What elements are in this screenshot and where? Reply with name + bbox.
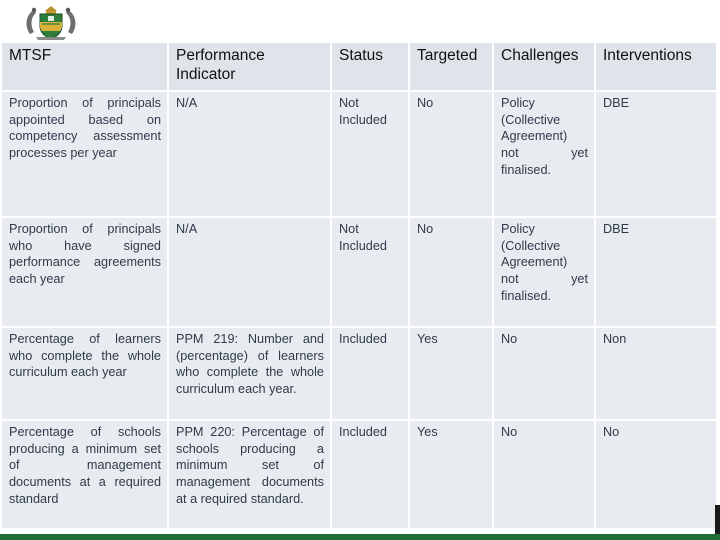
cell-status: Not Included xyxy=(331,91,409,217)
cell-targeted: No xyxy=(409,91,493,217)
cell-targeted: Yes xyxy=(409,327,493,420)
cell-performance-indicator: PPM 219: Number and (percentage) of learners who complete the whole curriculum each year. xyxy=(168,327,331,420)
header-challenges: Challenges xyxy=(493,42,595,91)
table-row xyxy=(1,327,717,420)
cell-challenges: Policy (Collective Agreement) not yet finalised. xyxy=(493,217,595,327)
cell-mtsf: Proportion of principals appointed based on competency assessment processes per year xyxy=(1,91,168,217)
cell-challenges: No xyxy=(493,420,595,529)
cell-interventions: Non xyxy=(595,327,717,420)
header-performance-indicator: Performance Indicator xyxy=(168,42,331,91)
cell-status: Included xyxy=(331,420,409,529)
table-row xyxy=(1,420,717,529)
cell-status: Included xyxy=(331,327,409,420)
cell-challenges: Policy (Collective Agreement) not yet finalised. xyxy=(493,91,595,217)
cell-performance-indicator: PPM 220: Percentage of schools producing a minimum set of management documents at a required standard. xyxy=(168,420,331,529)
cell-performance-indicator: N/A xyxy=(168,91,331,217)
mtsf-table xyxy=(0,41,718,530)
table-row xyxy=(1,217,717,327)
table-header-row xyxy=(1,42,717,91)
cell-status: Not Included xyxy=(331,217,409,327)
cell-targeted: No xyxy=(409,217,493,327)
bottom-accent-bar xyxy=(0,534,720,540)
cell-interventions: DBE xyxy=(595,217,717,327)
cell-challenges: No xyxy=(493,327,595,420)
header-targeted: Targeted xyxy=(409,42,493,91)
cell-mtsf: Percentage of learners who complete the whole curriculum each year xyxy=(1,327,168,420)
coat-of-arms-icon xyxy=(22,4,80,42)
cell-interventions: No xyxy=(595,420,717,529)
header-interventions: Interventions xyxy=(595,42,717,91)
table-row xyxy=(1,91,717,217)
cell-mtsf: Percentage of schools producing a minimum set of management documents at a required standard xyxy=(1,420,168,529)
header-status: Status xyxy=(331,42,409,91)
cell-mtsf: Proportion of principals who have signed performance agreements each year xyxy=(1,217,168,327)
cell-interventions: DBE xyxy=(595,91,717,217)
corner-accent xyxy=(715,505,720,535)
cell-performance-indicator: N/A xyxy=(168,217,331,327)
header-mtsf: MTSF xyxy=(1,42,168,91)
cell-targeted: Yes xyxy=(409,420,493,529)
